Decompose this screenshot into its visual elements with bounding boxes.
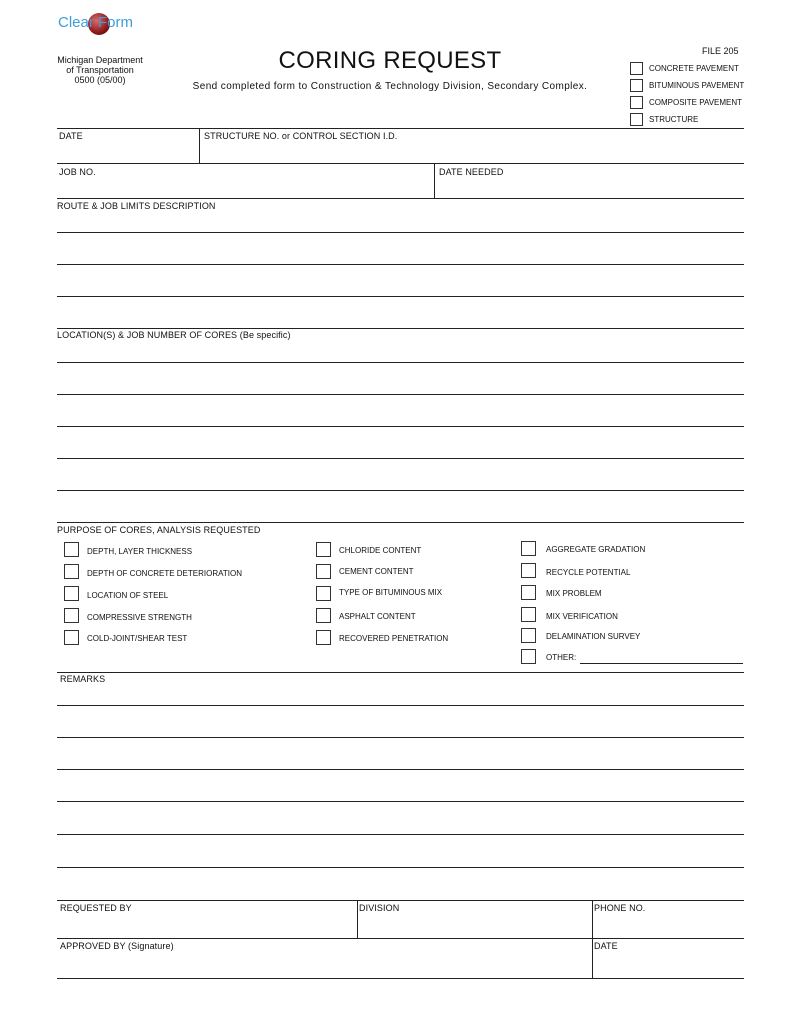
mix-verification-label: MIX VERIFICATION — [546, 612, 618, 621]
recycle-potential-checkbox[interactable] — [521, 563, 536, 578]
type-of-bituminous-mix-label: TYPE OF BITUMINOUS MIX — [339, 588, 443, 597]
division-field[interactable] — [360, 914, 590, 936]
divider — [57, 705, 744, 706]
cement-content-checkbox[interactable] — [316, 564, 331, 579]
structure-no-label: STRUCTURE NO. or CONTROL SECTION I.D. — [204, 131, 398, 141]
approved-by-signature-field[interactable] — [58, 952, 590, 976]
composite-pavement-checkbox[interactable] — [630, 96, 643, 109]
date-field[interactable] — [58, 141, 196, 161]
divider — [57, 834, 744, 835]
compressive-strength-checkbox[interactable] — [64, 608, 79, 623]
divider — [57, 769, 744, 770]
recycle-potential-label: RECYCLE POTENTIAL — [546, 568, 631, 577]
location-of-steel-label: LOCATION OF STEEL — [87, 591, 169, 600]
cold-joint-shear-test-label: COLD-JOINT/SHEAR TEST — [87, 634, 188, 643]
divider — [57, 458, 744, 459]
purpose-label: PURPOSE OF CORES, ANALYSIS REQUESTED — [57, 525, 261, 535]
depth-layer-thickness-label: DEPTH, LAYER THICKNESS — [87, 547, 193, 556]
divider — [57, 801, 744, 802]
divider — [434, 163, 435, 198]
divider — [57, 163, 744, 164]
clear-form-button[interactable]: Clear Form — [58, 14, 134, 31]
remarks-field[interactable] — [57, 686, 744, 866]
divider — [57, 672, 744, 673]
other-label: OTHER: — [546, 653, 577, 662]
recovered-penetration-label: RECOVERED PENETRATION — [339, 634, 449, 643]
date-needed-label: DATE NEEDED — [439, 167, 504, 177]
page-title: CORING REQUEST — [278, 47, 502, 74]
requested-by-field[interactable] — [58, 914, 354, 936]
divider — [357, 900, 358, 938]
bituminous-pavement-checkbox[interactable] — [630, 79, 643, 92]
divider — [57, 362, 744, 363]
divider — [57, 490, 744, 491]
divider — [57, 232, 744, 233]
department-name: Michigan Department — [57, 55, 143, 65]
asphalt-content-checkbox[interactable] — [316, 608, 331, 623]
date-needed-field[interactable] — [437, 177, 742, 197]
type-of-bituminous-mix-checkbox[interactable] — [316, 586, 331, 601]
department-name-line2: of Transportation — [66, 65, 134, 75]
divider — [57, 938, 744, 939]
date-bottom-label: DATE — [594, 941, 618, 951]
file-number: FILE 205 — [702, 46, 739, 56]
division-label: DIVISION — [359, 903, 400, 913]
other-checkbox[interactable] — [521, 649, 536, 664]
requested-by-label: REQUESTED BY — [60, 903, 132, 913]
divider — [57, 867, 744, 868]
form-code: 0500 (05/00) — [74, 75, 126, 85]
location-of-steel-checkbox[interactable] — [64, 586, 79, 601]
job-no-field[interactable] — [58, 177, 432, 197]
route-description-field[interactable] — [57, 212, 744, 326]
delamination-survey-label: DELAMINATION SURVEY — [546, 632, 641, 641]
divider — [57, 900, 744, 901]
divider — [57, 296, 744, 297]
mix-verification-checkbox[interactable] — [521, 607, 536, 622]
divider — [57, 522, 744, 523]
aggregate-gradation-label: AGGREGATE GRADATION — [546, 545, 646, 554]
asphalt-content-label: ASPHALT CONTENT — [339, 612, 416, 621]
depth-concrete-deterioration-label: DEPTH OF CONCRETE DETERIORATION — [87, 569, 242, 578]
phone-no-label: PHONE NO. — [594, 903, 646, 913]
locations-label: LOCATION(S) & JOB NUMBER OF CORES (Be specific) — [57, 330, 291, 340]
divider — [57, 198, 744, 199]
phone-no-field[interactable] — [595, 914, 743, 936]
concrete-pavement-label: CONCRETE PAVEMENT — [649, 64, 739, 73]
approved-by-label: APPROVED BY (Signature) — [60, 941, 174, 951]
compressive-strength-label: COMPRESSIVE STRENGTH — [87, 613, 192, 622]
divider — [57, 394, 744, 395]
remarks-label: REMARKS — [60, 674, 106, 684]
department-block — [40, 55, 160, 85]
bituminous-pavement-label: BITUMINOUS PAVEMENT — [649, 81, 745, 90]
cement-content-label: CEMENT CONTENT — [339, 567, 414, 576]
structure-label: STRUCTURE — [649, 115, 699, 124]
page-subtitle: Send completed form to Construction & Technology Division, Secondary Complex. — [192, 81, 588, 92]
other-field[interactable] — [580, 663, 743, 664]
chloride-content-label: CHLORIDE CONTENT — [339, 546, 422, 555]
divider — [57, 128, 744, 129]
locations-field[interactable] — [57, 342, 744, 520]
concrete-pavement-checkbox[interactable] — [630, 62, 643, 75]
divider — [57, 737, 744, 738]
mix-problem-checkbox[interactable] — [521, 585, 536, 600]
divider — [57, 264, 744, 265]
aggregate-gradation-checkbox[interactable] — [521, 541, 536, 556]
cold-joint-shear-test-checkbox[interactable] — [64, 630, 79, 645]
job-no-label: JOB NO. — [59, 167, 96, 177]
date-bottom-field[interactable] — [595, 952, 743, 976]
composite-pavement-label: COMPOSITE PAVEMENT — [649, 98, 743, 107]
divider — [592, 900, 593, 978]
date-label: DATE — [59, 131, 83, 141]
depth-layer-thickness-checkbox[interactable] — [64, 542, 79, 557]
divider — [57, 328, 744, 329]
structure-checkbox[interactable] — [630, 113, 643, 126]
route-description-label: ROUTE & JOB LIMITS DESCRIPTION — [57, 201, 216, 211]
divider — [199, 128, 200, 163]
divider — [57, 426, 744, 427]
chloride-content-checkbox[interactable] — [316, 542, 331, 557]
delamination-survey-checkbox[interactable] — [521, 628, 536, 643]
structure-no-field[interactable] — [202, 141, 742, 161]
mix-problem-label: MIX PROBLEM — [546, 589, 602, 598]
divider — [57, 978, 744, 979]
depth-concrete-deterioration-checkbox[interactable] — [64, 564, 79, 579]
recovered-penetration-checkbox[interactable] — [316, 630, 331, 645]
